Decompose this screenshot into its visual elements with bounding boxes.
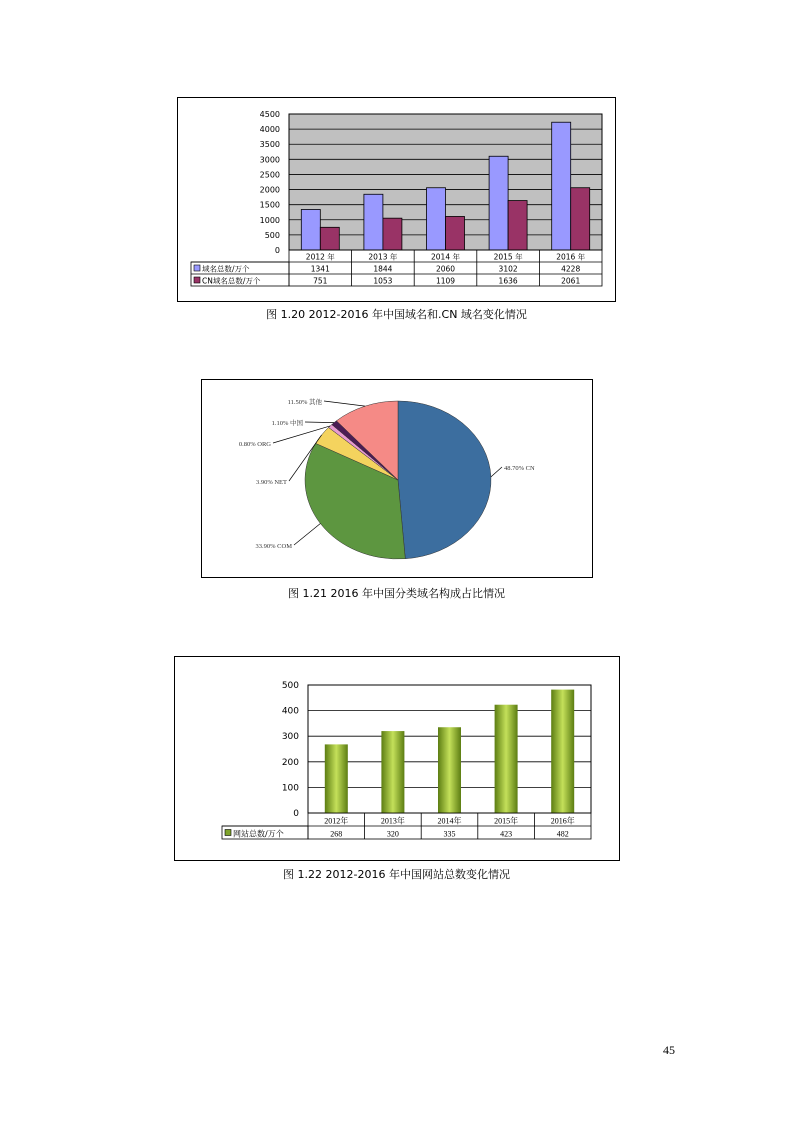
leader-line [324, 401, 365, 406]
legend-label: CN域名总数/万个 [202, 276, 261, 286]
legend-swatch [225, 830, 231, 836]
page-number: 45 [663, 1043, 675, 1057]
y-tick-label: 3500 [259, 140, 280, 150]
y-tick-label: 2000 [259, 185, 280, 195]
x-tick-label: 2014 年 [431, 252, 460, 262]
y-tick-label: 200 [281, 757, 299, 768]
y-tick-label: 100 [281, 783, 299, 794]
slice-label: 11.50% 其他 [287, 399, 322, 406]
y-tick-label: 1000 [259, 215, 280, 225]
chart-3-svg [175, 657, 621, 862]
bar [571, 188, 590, 250]
data-label: 335 [443, 829, 456, 839]
figure-2-caption: 图 1.21 2016 年中国分类域名构成占比情况 [288, 587, 505, 600]
figure-1-domain-bar-chart [177, 97, 616, 302]
figure-3-caption: 图 1.22 2012-2016 年中国网站总数变化情况 [283, 868, 510, 881]
slice-label: 0.80% ORG [238, 441, 271, 448]
y-tick-label: 4500 [259, 110, 280, 119]
data-label: 482 [556, 829, 569, 839]
y-tick-label: 3000 [259, 155, 280, 165]
data-label: 1636 [498, 276, 518, 286]
data-label: 320 [386, 829, 399, 839]
data-label: 1341 [310, 264, 330, 274]
bar [427, 188, 446, 250]
figure-3-website-bar-chart [174, 656, 620, 861]
chart-2-svg [202, 380, 594, 579]
bar [325, 744, 348, 813]
legend-swatch [194, 265, 200, 271]
data-label: 1109 [435, 276, 456, 286]
bar [383, 218, 402, 250]
legend-label: 网站总数/万个 [233, 829, 284, 839]
x-tick-label: 2015 年 [493, 252, 523, 262]
chart-1-svg [178, 98, 617, 303]
y-tick-label: 4000 [259, 125, 280, 135]
x-tick-label: 2012 年 [305, 252, 335, 262]
data-label: 2060 [435, 264, 456, 274]
bar [320, 227, 339, 250]
y-tick-label: 400 [281, 706, 299, 717]
y-tick-label: 500 [264, 230, 280, 240]
bar [364, 194, 383, 250]
bar [301, 209, 320, 250]
slice-label: 48.70% CN [504, 465, 535, 472]
data-label: 268 [330, 829, 343, 839]
bar [551, 690, 574, 813]
data-label: 1053 [373, 276, 393, 286]
x-tick-label: 2013年 [380, 816, 405, 826]
bar [552, 122, 571, 250]
legend-swatch [194, 277, 200, 283]
leader-line [305, 422, 334, 423]
bar [495, 705, 518, 813]
data-label: 3102 [498, 264, 518, 274]
x-tick-label: 2014年 [437, 816, 462, 826]
data-label: 4228 [561, 264, 581, 274]
data-label: 423 [500, 829, 513, 839]
y-tick-label: 0 [293, 809, 299, 819]
y-tick-label: 500 [281, 681, 299, 691]
x-tick-label: 2016 年 [556, 252, 586, 262]
pie-slice [398, 401, 491, 559]
slice-label: 3.90% NET [255, 479, 287, 486]
bar [381, 731, 404, 813]
y-tick-label: 0 [274, 246, 280, 255]
figure-1-caption: 图 1.20 2012-2016 年中国域名和.CN 域名变化情况 [266, 308, 527, 321]
bar [489, 156, 508, 250]
x-tick-label: 2013 年 [368, 252, 398, 262]
bar [438, 727, 461, 813]
data-label: 2061 [561, 276, 581, 286]
figure-2-pie-chart [201, 379, 593, 578]
bar [508, 201, 527, 250]
y-tick-label: 300 [281, 732, 299, 743]
y-tick-label: 2500 [259, 170, 280, 180]
slice-label: 1.10% 中国 [271, 420, 303, 427]
leader-line [491, 467, 502, 477]
bar [446, 216, 465, 250]
x-tick-label: 2016年 [550, 816, 575, 826]
legend-label: 域名总数/万个 [202, 264, 250, 274]
x-tick-label: 2012年 [324, 816, 349, 826]
x-tick-label: 2015年 [494, 816, 519, 826]
data-label: 751 [313, 276, 328, 286]
leader-line [294, 524, 320, 545]
slice-label: 33.90% COM [255, 543, 292, 550]
y-tick-label: 1500 [259, 200, 280, 210]
data-label: 1844 [373, 264, 393, 274]
